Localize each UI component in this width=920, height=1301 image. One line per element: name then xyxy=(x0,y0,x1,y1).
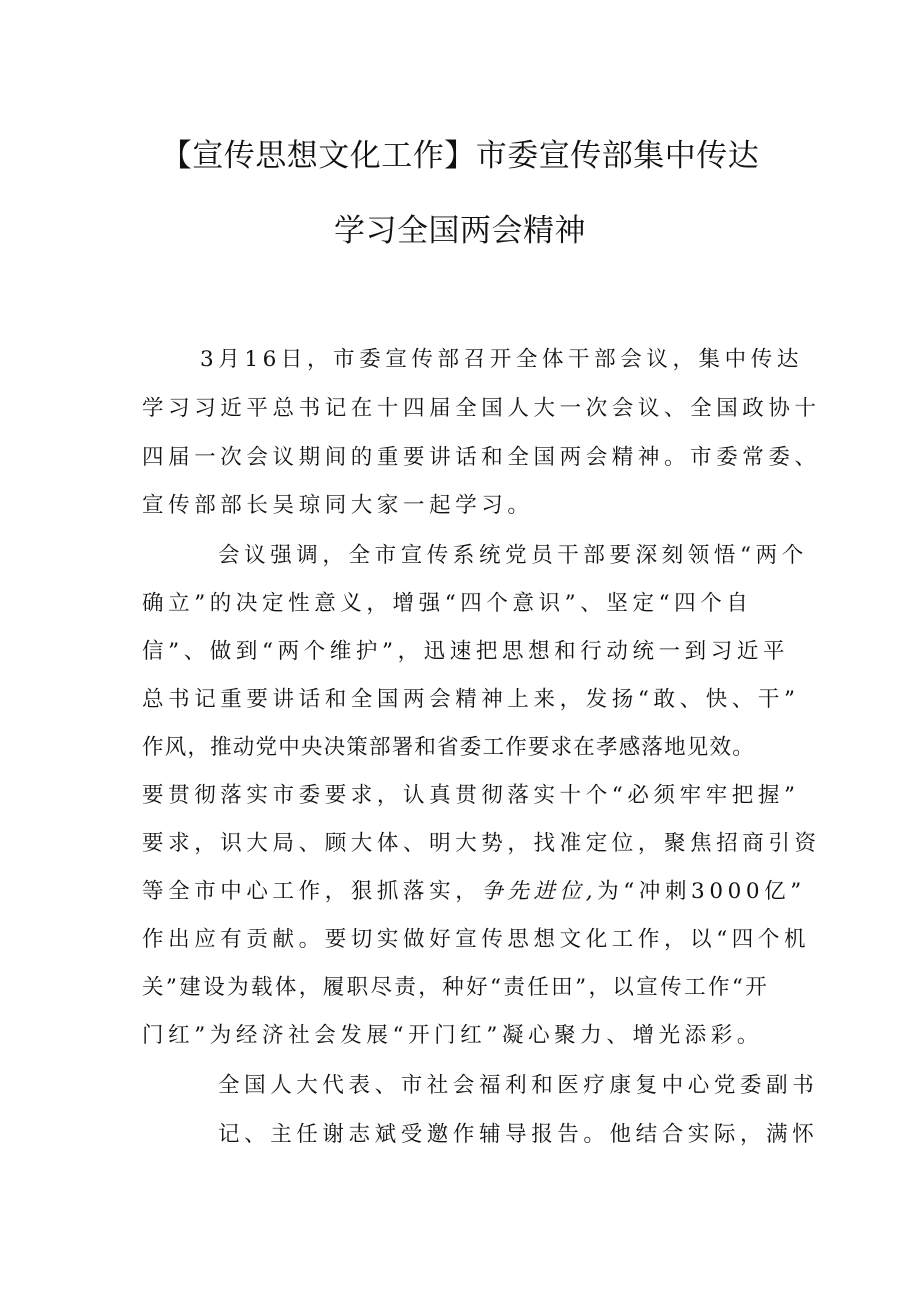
paragraph-2-line-8-tail: 为“冲刺3000亿” xyxy=(597,879,806,904)
paragraph-2-line-2: 确立”的决定性意义，增强“四个意识”、坚定“四个自 xyxy=(142,591,753,616)
paragraph-3-line-2: 记、主任谢志斌受邀作辅导报告。他结合实际，满怀 xyxy=(218,1122,819,1147)
paragraph-2-line-3: 信”、做到“两个维护”，迅速把思想和行动统一到习近平 xyxy=(142,639,790,664)
paragraph-1-line-1: 3月16日，市委宣传部召开全体干部会议，集中传达 xyxy=(200,347,803,372)
paragraph-2-line-4: 总书记重要讲话和全国两会精神上来，发扬“敢、快、干” xyxy=(142,687,800,712)
paragraph-1-line-2: 学习习近平总书记在十四届全国人大一次会议、全国政协十 xyxy=(142,396,821,421)
paragraph-3-line-1: 全国人大代表、市社会福利和医疗康复中心党委副书 xyxy=(218,1073,819,1098)
paragraph-1-line-3: 四届一次会议期间的重要讲话和全国两会精神。市委常委、 xyxy=(142,445,821,470)
paragraph-2-line-1: 会议强调，全市宣传系统党员干部要深刻领悟“两个 xyxy=(218,543,808,568)
paragraph-2-line-6: 要贯彻落实市委要求，认真贯彻落实十个“必须牢牢把握” xyxy=(142,783,800,808)
paragraph-1-line-4: 宣传部部长吴琼同大家一起学习。 xyxy=(142,493,534,518)
paragraph-2-line-10: 关”建设为载体，履职尽责，种好“责任田”，以宣传工作“开 xyxy=(142,975,770,1000)
document-title-line-1: 【宣传思想文化工作】市委宣传部集中传达 xyxy=(160,138,760,174)
paragraph-2-line-8 xyxy=(142,877,806,907)
paragraph-2-line-8-italic: 争先进位, xyxy=(481,879,598,904)
paragraph-2-line-11: 门红”为经济社会发展“开门红”凝心聚力、增光添彩。 xyxy=(142,1023,763,1048)
paragraph-2-line-5: 作风，推动党中央决策部署和省委工作要求在孝感落地见效。 xyxy=(142,735,755,760)
paragraph-2-line-7: 要求，识大局、顾大体、明大势，找准定位，聚焦招商引资 xyxy=(142,831,821,856)
document-title-line-2: 学习全国两会精神 xyxy=(334,213,586,249)
paragraph-2-line-8-head: 等全市中心工作，狠抓落实， xyxy=(142,879,482,904)
paragraph-2-line-9: 作出应有贡献。要切实做好宣传思想文化工作，以“四个机 xyxy=(142,927,811,952)
